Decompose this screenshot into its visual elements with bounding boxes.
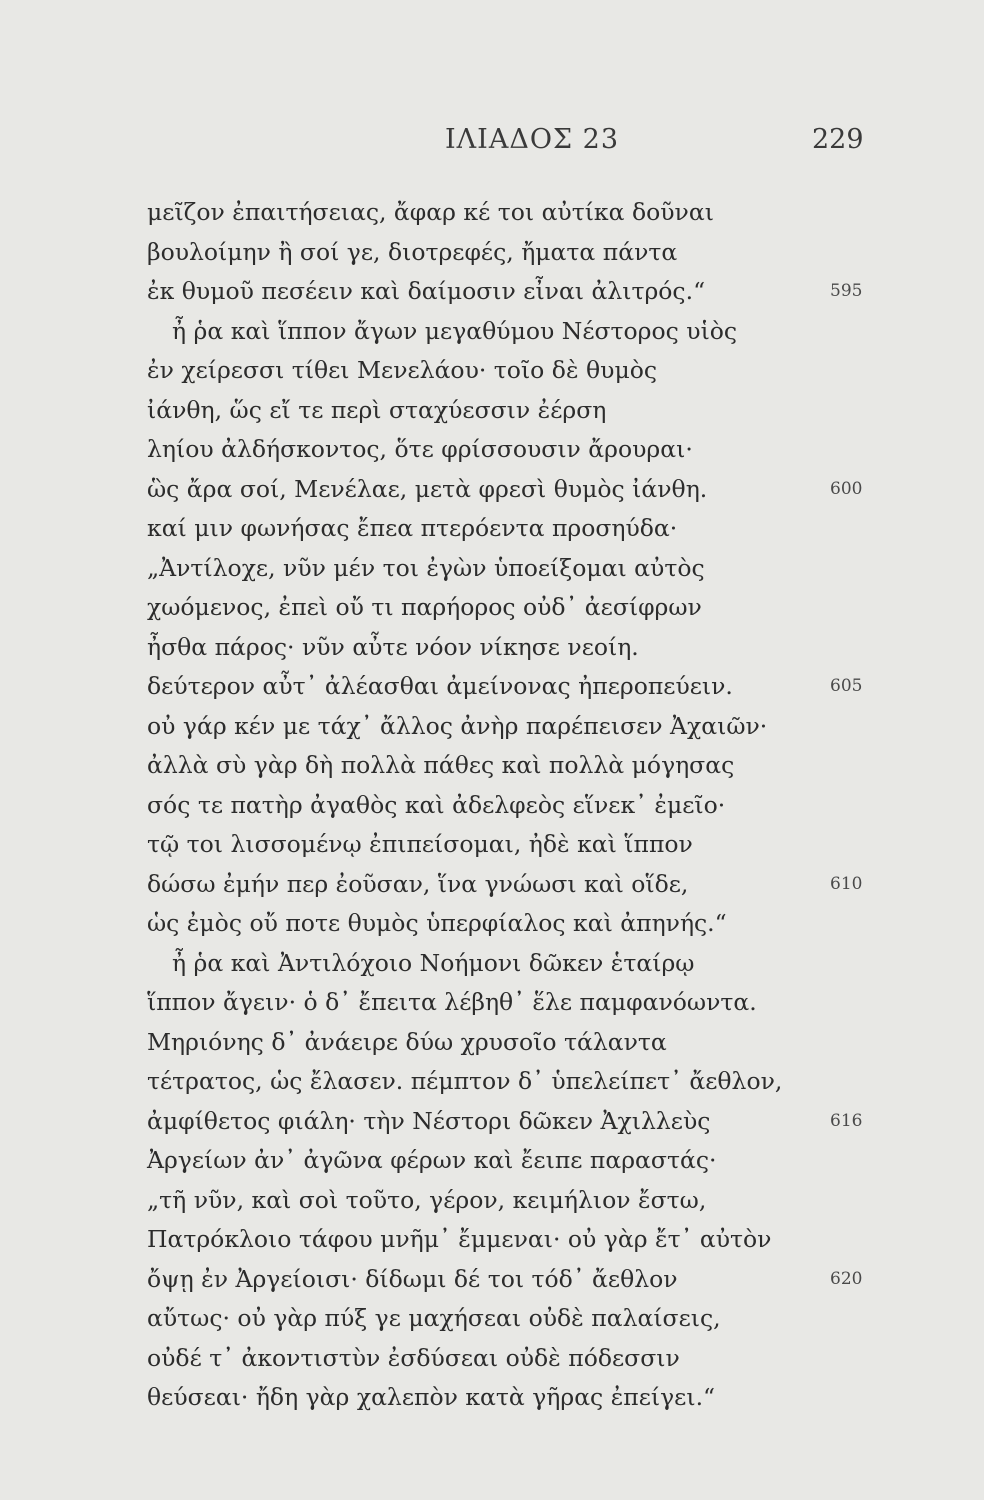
page-number: 229 [812,124,864,155]
verse-line [147,1260,863,1300]
verse-text: ἵππον ἄγειν· ὁ δ᾽ ἔπειτα λέβηθ᾽ ἕλε παμφανόωντα. [147,988,757,1016]
line-number: 616 [830,1110,863,1131]
verse-line [147,588,847,628]
verse-text: ἰάνθη, ὥς εἴ τε περὶ σταχύεσσιν ἐέρση [147,395,607,424]
verse-line [147,667,863,707]
verse-text: ἐκ θυμοῦ πεσέειν καὶ δαίμοσιν εἶναι ἀλιτρός.“ [147,277,706,305]
verse-line [147,430,847,470]
verse-text: Ἀργείων ἀν᾽ ἀγῶνα φέρων καὶ ἔειπε παραστάς· [147,1146,717,1174]
verse-text: τῷ τοι λισσομένῳ ἐπιπείσομαι, ἠδὲ καὶ ἵππον [147,830,693,858]
verse-text: δώσω ἐμήν περ ἐοῦσαν, ἵνα γνώωσι καὶ οἵδε, [147,869,689,898]
verse-text: ἐν χείρεσσι τίθει Μενελάου· τοῖο δὲ θυμὸς [147,356,658,384]
verse-text: καί μιν φωνήσας ἔπεα πτερόεντα προσηύδα· [147,514,678,542]
verse-line [147,1181,847,1221]
verse-text: Μηριόνης δ᾽ ἀνάειρε δύω χρυσοῖο τάλαντα [147,1027,667,1056]
verse-text: μεῖζον ἐπαιτήσειας, ἄφαρ κέ τοι αὐτίκα δοῦναι [147,198,714,226]
verse-line [147,1062,847,1102]
verse-text: ἦσθα πάρος· νῦν αὖτε νόον νίκησε νεοίη. [147,632,639,661]
verse-line [147,1141,847,1181]
verse-line [147,193,847,233]
verse-text-block [147,193,863,1418]
verse-line [147,1023,847,1063]
verse-text: τέτρατος, ὡς ἔλασεν. πέμπτον δ᾽ ὑπελείπετ᾽ ἄεθλον, [147,1067,783,1095]
verse-line [147,509,847,549]
verse-text: οὐ γάρ κέν με τάχ᾽ ἄλλος ἀνὴρ παρέπεισεν Ἀχαιῶν· [147,711,768,740]
verse-line [147,272,863,312]
verse-text: δεύτερον αὖτ᾽ ἀλέασθαι ἀμείνονας ἠπεροπεύειν. [147,672,733,700]
verse-text: ὡς ἐμὸς οὔ ποτε θυμὸς ὑπερφίαλος καὶ ἀπηνής.“ [147,909,727,937]
line-number: 620 [830,1268,863,1289]
verse-line [147,312,847,352]
verse-text: ἦ ῥα καὶ Ἀντιλόχοιο Νοήμονι δῶκεν ἑταίρῳ [172,948,695,977]
verse-line [147,549,847,589]
verse-line [147,391,847,431]
verse-line [147,707,847,747]
line-number: 605 [830,676,863,696]
verse-text: ὣς ἄρα σοί, Μενέλαε, μετὰ φρεσὶ θυμὸς ἰάνθη. [147,474,708,503]
verse-text: Πατρόκλοιο τάφου μνῆμ᾽ ἔμμεναι· οὐ γὰρ ἔτ᾽ αὐτὸν [147,1225,772,1253]
verse-line [147,470,863,510]
verse-line [147,944,847,984]
verse-text: οὐδέ τ᾽ ἀκοντιστὺν ἐσδύσεαι οὐδὲ πόδεσσιν [147,1343,680,1372]
verse-text: βουλοίμην ἢ σοί γε, διοτρεφές, ἤματα πάντα [147,237,678,266]
verse-line [147,628,847,668]
verse-text: ἀλλὰ σὺ γὰρ δὴ πολλὰ πάθες καὶ πολλὰ μόγησας [147,751,735,779]
verse-text: ἀμφίθετος φιάλη· τὴν Νέστορι δῶκεν Ἀχιλλεὺς [147,1106,711,1135]
verse-text: ὄψῃ ἐν Ἀργείοισι· δίδωμι δέ τοι τόδ᾽ ἄεθλον [147,1264,678,1293]
verse-text: χωόμενος, ἐπεὶ οὔ τι παρήορος οὐδ᾽ ἀεσίφρων [147,593,702,621]
verse-line [147,1220,847,1260]
verse-text: „τῆ νῦν, καὶ σοὶ τοῦτο, γέρον, κειμήλιον ἔστω, [147,1185,707,1214]
verse-line [147,351,847,391]
line-number: 610 [830,873,863,894]
verse-line [147,904,847,944]
verse-line [147,983,847,1023]
verse-text: „Ἀντίλοχε, νῦν μέν τοι ἐγὼν ὑποείξομαι αὐτὸς [147,553,705,582]
verse-line [147,786,847,826]
running-header-title: ΙΛΙΑΔΟΣ 23 [445,124,619,155]
verse-line [147,746,847,786]
verse-line [147,1339,847,1379]
line-number: 600 [830,478,863,499]
verse-line [147,825,847,865]
verse-line [147,1299,847,1339]
verse-line [147,865,863,905]
line-number: 595 [830,281,863,301]
verse-text: ἦ ῥα καὶ ἵππον ἄγων μεγαθύμου Νέστορος υἱὸς [172,316,738,345]
verse-text: ληίου ἀλδήσκοντος, ὅτε φρίσσουσιν ἄρουραι· [147,435,693,463]
verse-line [147,233,847,273]
verse-line [147,1102,863,1142]
verse-text: αὔτως· οὐ γὰρ πύξ γε μαχήσεαι οὐδὲ παλαίσεις, [147,1304,721,1332]
verse-line [147,1378,847,1418]
verse-text: σός τε πατὴρ ἀγαθὸς καὶ ἀδελφεὸς εἵνεκ᾽ ἐμεῖο· [147,790,726,819]
verse-text: θεύσεαι· ἤδη γὰρ χαλεπὸν κατὰ γῆρας ἐπείγει.“ [147,1383,716,1411]
